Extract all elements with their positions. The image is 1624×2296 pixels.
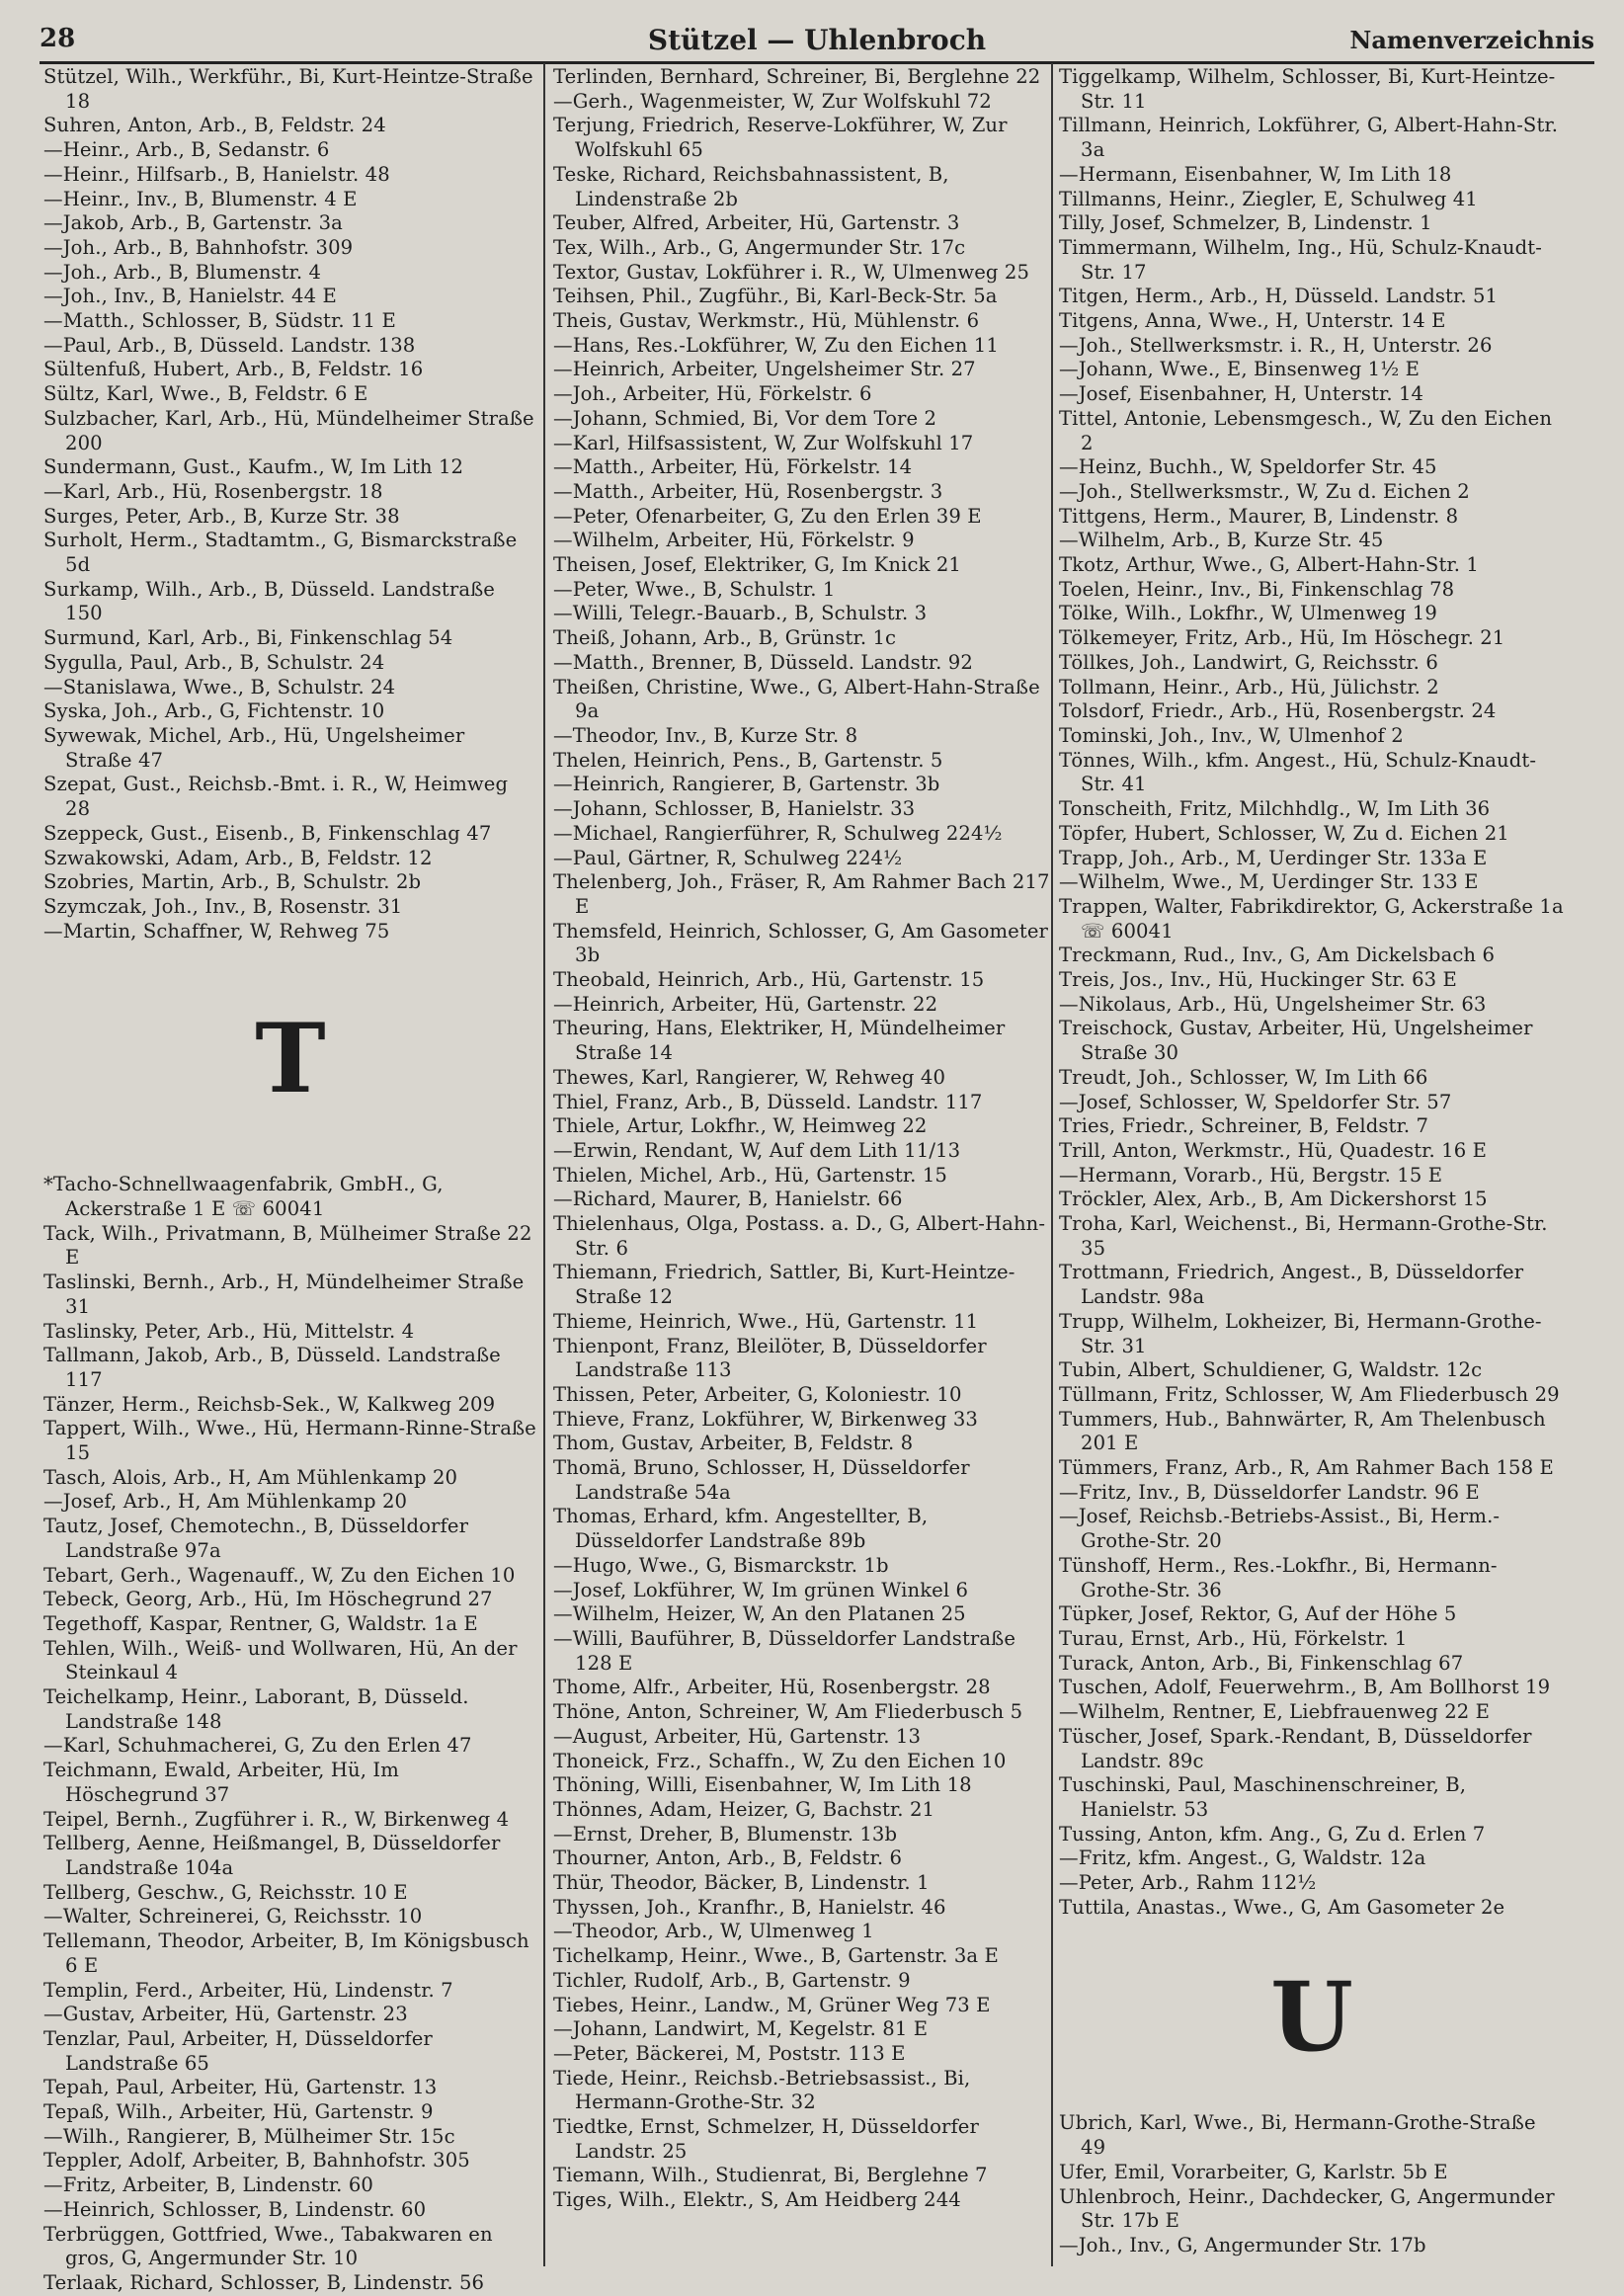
directory-entry: Tiggelkamp, Wilhelm, Schlosser, Bi, Kurt-Heintze-Str. 11 bbox=[1059, 65, 1556, 113]
directory-entry: Tillmanns, Heinr., Ziegler, E, Schulweg 41 bbox=[1059, 187, 1478, 210]
directory-entry: —Josef, Reichsb.-Betriebs-Assist., Bi, Herm.-Grothe-Str. 20 bbox=[1059, 1505, 1501, 1553]
directory-entry: Szymczak, Joh., Inv., B, Rosenstr. 31 bbox=[43, 894, 403, 918]
directory-entry: Tex, Wilh., Arb., G, Angermunder Str. 17c bbox=[553, 235, 966, 259]
column-1 bbox=[43, 65, 537, 2294]
directory-entry: Tack, Wilh., Privatmann, B, Mülheimer Straße 22 E bbox=[43, 1221, 532, 1270]
directory-entry: Uhlenbroch, Heinr., Dachdecker, G, Angermunder Str. 17b E bbox=[1059, 2184, 1555, 2233]
directory-entry: Teske, Richard, Reichsbahnassistent, B, Lindenstraße 2b bbox=[553, 162, 949, 210]
directory-entry: —Gerh., Wagenmeister, W, Zur Wolfskuhl 72 bbox=[553, 89, 992, 113]
directory-entry: Titgen, Herm., Arb., H, Düsseld. Landstr. 51 bbox=[1059, 285, 1499, 308]
directory-entry: —Joh., Inv., B, Hanielstr. 44 E bbox=[43, 285, 337, 308]
directory-entry: Tuschinski, Paul, Maschinenschreiner, B, Hanielstr. 53 bbox=[1059, 1773, 1467, 1821]
directory-entry: —Fritz, kfm. Angest., G, Waldstr. 12a bbox=[1059, 1846, 1426, 1870]
directory-entry: Tebart, Gerh., Wagenauff., W, Zu den Eichen 10 bbox=[43, 1563, 516, 1587]
directory-entry: —Theodor, Inv., B, Kurze Str. 8 bbox=[553, 723, 858, 747]
directory-entry: Thielen, Michel, Arb., Hü, Gartenstr. 15 bbox=[553, 1163, 947, 1187]
directory-entry: Thissen, Peter, Arbeiter, G, Koloniestr. 10 bbox=[553, 1382, 962, 1406]
directory-entry: Tasch, Alois, Arb., H, Am Mühlenkamp 20 bbox=[43, 1465, 458, 1489]
directory-entry: Theobald, Heinrich, Arb., Hü, Gartenstr. 15 bbox=[553, 968, 985, 992]
directory-entry: Tuschen, Adolf, Feuerwehrm., B, Am Bollhorst 19 bbox=[1059, 1676, 1551, 1699]
directory-entry: Terbrüggen, Gottfried, Wwe., Tabakwaren en gros, G, Angermunder Str. 10 bbox=[43, 2222, 493, 2270]
directory-entry: —Richard, Maurer, B, Hanielstr. 66 bbox=[553, 1188, 903, 1211]
directory-entry: Szepat, Gust., Reichsb.-Bmt. i. R., W, Heimweg 28 bbox=[43, 773, 509, 821]
directory-entry: —Wilhelm, Heizer, W, An den Platanen 25 bbox=[553, 1602, 966, 1626]
directory-entry: —Josef, Eisenbahner, H, Unterstr. 14 bbox=[1059, 382, 1424, 406]
column-2 bbox=[553, 65, 1057, 2263]
directory-entry: —Theodor, Arb., W, Ulmenweg 1 bbox=[553, 1920, 874, 1943]
directory-entry: Trill, Anton, Werkmstr., Hü, Quadestr. 16 E bbox=[1059, 1138, 1488, 1162]
directory-entry: Turau, Ernst, Arb., Hü, Förkelstr. 1 bbox=[1059, 1627, 1408, 1650]
directory-entry: —Hermann, Vorarb., Hü, Bergstr. 15 E bbox=[1059, 1163, 1443, 1187]
directory-entry: Tebeck, Georg, Arb., Hü, Im Höschegrund 27 bbox=[43, 1588, 493, 1611]
directory-entry: Surkamp, Wilh., Arb., B, Düsseld. Landstraße 150 bbox=[43, 577, 495, 625]
directory-entry: Tänzer, Herm., Reichsb-Sek., W, Kalkweg 209 bbox=[43, 1392, 496, 1416]
directory-entry: Tiebes, Heinr., Landw., M, Grüner Weg 73 E bbox=[553, 1993, 991, 2016]
directory-entry: Tittel, Antonie, Lebensmgesch., W, Zu den Eichen 2 bbox=[1059, 406, 1553, 454]
directory-entry: —Wilhelm, Arbeiter, Hü, Förkelstr. 9 bbox=[553, 529, 915, 552]
directory-entry: Thiele, Artur, Lokfhr., W, Heimweg 22 bbox=[553, 1114, 928, 1138]
directory-entry: Tussing, Anton, kfm. Ang., G, Zu d. Erlen 7 bbox=[1059, 1822, 1486, 1845]
directory-entry: Textor, Gustav, Lokführer i. R., W, Ulmenweg 25 bbox=[553, 260, 1030, 284]
directory-entry: Thönnes, Adam, Heizer, G, Bachstr. 21 bbox=[553, 1797, 935, 1821]
section-letter: T bbox=[255, 1003, 326, 1115]
directory-entry: Trappen, Walter, Fabrikdirektor, G, Ackerstraße 1a ☏ 60041 bbox=[1059, 894, 1564, 943]
directory-entry: Trapp, Joh., Arb., M, Uerdinger Str. 133a E bbox=[1059, 846, 1488, 869]
directory-entry: Surholt, Herm., Stadtamtm., G, Bismarckstraße 5d bbox=[43, 529, 518, 577]
directory-entry: Themsfeld, Heinrich, Schlosser, G, Am Gasometer 3b bbox=[553, 919, 1049, 967]
directory-entry: Theiß, Johann, Arb., B, Grünstr. 1c bbox=[553, 626, 897, 650]
directory-entry: Thomä, Bruno, Schlosser, H, Düsseldorfer Landstraße 54a bbox=[553, 1456, 970, 1504]
directory-entry: —Johann, Schlosser, B, Hanielstr. 33 bbox=[553, 797, 916, 821]
directory-entry: Tiedtke, Ernst, Schmelzer, H, Düsseldorfer Landstr. 25 bbox=[553, 2115, 979, 2163]
directory-entry: Tölke, Wilh., Lokfhr., W, Ulmenweg 19 bbox=[1059, 602, 1437, 625]
directory-entry: Töpfer, Hubert, Schlosser, W, Zu d. Eichen 21 bbox=[1059, 821, 1509, 845]
directory-entry: Teichmann, Ewald, Arbeiter, Hü, Im Höschegrund 37 bbox=[43, 1759, 399, 1806]
directory-entry: —Heinrich, Schlosser, B, Lindenstr. 60 bbox=[43, 2197, 427, 2221]
directory-entry: Thieme, Heinrich, Wwe., Hü, Gartenstr. 11 bbox=[553, 1309, 979, 1333]
directory-entry: Thelen, Heinrich, Pens., B, Gartenstr. 5 bbox=[553, 748, 943, 772]
directory-entry: Taslinski, Bernh., Arb., H, Mündelheimer Straße 31 bbox=[43, 1271, 525, 1318]
directory-entry: Szobries, Martin, Arb., B, Schulstr. 2b bbox=[43, 870, 422, 894]
directory-entry: —Erwin, Rendant, W, Auf dem Lith 11/13 bbox=[553, 1138, 961, 1162]
directory-entry: Ubrich, Karl, Wwe., Bi, Hermann-Grothe-Straße 49 bbox=[1059, 2111, 1536, 2160]
directory-entry: Thiel, Franz, Arb., B, Düsseld. Landstr. 117 bbox=[553, 1090, 983, 1113]
directory-entry: —Heinr., Arb., B, Sedanstr. 6 bbox=[43, 138, 330, 162]
directory-entry: —Karl, Schuhmacherei, G, Zu den Erlen 47 bbox=[43, 1734, 472, 1758]
directory-entry: —Heinz, Buchh., W, Speldorfer Str. 45 bbox=[1059, 455, 1437, 479]
directory-entry: —Wilhelm, Arb., B, Kurze Str. 45 bbox=[1059, 529, 1384, 552]
directory-entry: —Wilh., Rangierer, B, Mülheimer Str. 15c bbox=[43, 2124, 455, 2148]
directory-entry: Tollmann, Heinr., Arb., Hü, Jülichstr. 2 bbox=[1059, 675, 1439, 698]
directory-entry: —Michael, Rangierführer, R, Schulweg 224½ bbox=[553, 821, 1003, 845]
directory-entry: Thiemann, Friedrich, Sattler, Bi, Kurt-Heintze-Straße 12 bbox=[553, 1261, 1015, 1309]
directory-entry: Theuring, Hans, Elektriker, H, Mündelheimer Straße 14 bbox=[553, 1017, 1006, 1065]
directory-entry: Thöning, Willi, Eisenbahner, W, Im Lith 18 bbox=[553, 1773, 972, 1797]
directory-entry: —Heinrich, Arbeiter, Ungelsheimer Str. 27 bbox=[553, 358, 976, 381]
directory-entry: Tellemann, Theodor, Arbeiter, B, Im Königsbusch 6 E bbox=[43, 1929, 529, 1977]
directory-entry: Treckmann, Rud., Inv., G, Am Dickelsbach 6 bbox=[1059, 943, 1496, 967]
directory-entry: Tittgens, Herm., Maurer, B, Lindenstr. 8 bbox=[1059, 504, 1459, 528]
directory-entry: —Willi, Bauführer, B, Düsseldorfer Landstraße 128 E bbox=[553, 1627, 1016, 1675]
directory-entry: Tiges, Wilh., Elektr., S, Am Heidberg 244 bbox=[553, 2188, 961, 2212]
directory-entry: —August, Arbeiter, Hü, Gartenstr. 13 bbox=[553, 1724, 922, 1748]
directory-entry: Sygulla, Paul, Arb., B, Schulstr. 24 bbox=[43, 650, 385, 674]
directory-entry: Thomas, Erhard, kfm. Angestellter, B, Düsseldorfer Landstraße 89b bbox=[553, 1505, 929, 1553]
directory-entry: Tilly, Josef, Schmelzer, B, Lindenstr. 1 bbox=[1059, 211, 1432, 235]
directory-entry: Tepah, Paul, Arbeiter, Hü, Gartenstr. 13 bbox=[43, 2076, 438, 2099]
directory-entry: —Paul, Arb., B, Düsseld. Landstr. 138 bbox=[43, 333, 416, 357]
directory-entry: —Hugo, Wwe., G, Bismarckstr. 1b bbox=[553, 1553, 889, 1577]
directory-entry: Tonscheith, Fritz, Milchhdlg., W, Im Lith 36 bbox=[1059, 797, 1491, 821]
directory-entry: —Heinrich, Arbeiter, Hü, Gartenstr. 22 bbox=[553, 992, 938, 1016]
directory-entry: Tummers, Hub., Bahnwärter, R, Am Thelenbusch 201 E bbox=[1059, 1407, 1546, 1455]
directory-entry: Thienpont, Franz, Bleilöter, B, Düsseldorfer Landstraße 113 bbox=[553, 1334, 987, 1382]
directory-entry: —Joh., Arb., B, Blumenstr. 4 bbox=[43, 260, 322, 284]
directory-entry: Terjung, Friedrich, Reserve-Lokführer, W, Zur Wolfskuhl 65 bbox=[553, 114, 1008, 162]
running-title: Stützel — Uhlenbroch bbox=[647, 24, 987, 56]
column-3 bbox=[1059, 65, 1565, 2263]
directory-entry: Sundermann, Gust., Kaufm., W, Im Lith 12 bbox=[43, 455, 464, 479]
page-number: 28 bbox=[40, 24, 76, 53]
directory-entry: Tolsdorf, Friedr., Arb., Hü, Rosenbergstr. 24 bbox=[1059, 699, 1497, 723]
directory-entry: —Hans, Res.-Lokführer, W, Zu den Eichen 11 bbox=[553, 333, 999, 357]
directory-entry: Thoneick, Frz., Schaffn., W, Zu den Eichen 10 bbox=[553, 1749, 1007, 1772]
directory-entry: —Matth., Schlosser, B, Südstr. 11 E bbox=[43, 309, 396, 333]
directory-entry: Thyssen, Joh., Kranfhr., B, Hanielstr. 46 bbox=[553, 1895, 946, 1919]
directory-entry: Treudt, Joh., Schlosser, W, Im Lith 66 bbox=[1059, 1065, 1428, 1089]
directory-entry: Suhren, Anton, Arb., B, Feldstr. 24 bbox=[43, 114, 386, 137]
directory-entry: Syska, Joh., Arb., G, Fichtenstr. 10 bbox=[43, 699, 385, 723]
directory-entry: Turack, Anton, Arb., Bi, Finkenschlag 67 bbox=[1059, 1651, 1464, 1675]
directory-entry: —Karl, Hilfsassistent, W, Zur Wolfskuhl 17 bbox=[553, 431, 974, 454]
directory-entry: Tuttila, Anastas., Wwe., G, Am Gasometer 2e bbox=[1059, 1895, 1505, 1919]
directory-entry: Tominski, Joh., Inv., W, Ulmenhof 2 bbox=[1059, 723, 1404, 747]
directory-entry: —Fritz, Inv., B, Düsseldorfer Landstr. 96 E bbox=[1059, 1480, 1480, 1504]
directory-entry: —Josef, Lokführer, W, Im grünen Winkel 6 bbox=[553, 1578, 969, 1601]
directory-entry: Thome, Alfr., Arbeiter, Hü, Rosenbergstr. 28 bbox=[553, 1676, 991, 1699]
directory-entry: *Tacho-Schnellwaagenfabrik, GmbH., G, Ackerstraße 1 E ☏ 60041 bbox=[43, 1173, 444, 1221]
directory-entry: Tünshoff, Herm., Res.-Lokfhr., Bi, Hermann-Grothe-Str. 36 bbox=[1059, 1553, 1498, 1601]
directory-entry: —Nikolaus, Arb., Hü, Ungelsheimer Str. 63 bbox=[1059, 992, 1487, 1016]
directory-entry: Troha, Karl, Weichenst., Bi, Hermann-Grothe-Str. 35 bbox=[1059, 1212, 1548, 1260]
directory-entry: Tenzlar, Paul, Arbeiter, H, Düsseldorfer Landstraße 65 bbox=[43, 2026, 433, 2075]
directory-entry: Tellberg, Geschw., G, Reichsstr. 10 E bbox=[43, 1880, 408, 1904]
directory-entry: —Walter, Schreinerei, G, Reichsstr. 10 bbox=[43, 1905, 423, 1928]
directory-entry: —Peter, Arb., Rahm 112½ bbox=[1059, 1871, 1317, 1895]
directory-entry: —Josef, Schlosser, W, Speldorfer Str. 57 bbox=[1059, 1090, 1452, 1113]
directory-entry: —Joh., Stellwerksmstr. i. R., H, Unterstr. 26 bbox=[1059, 333, 1493, 357]
directory-entry: Taslinsky, Peter, Arb., Hü, Mittelstr. 4 bbox=[43, 1319, 415, 1343]
directory-entry: Thom, Gustav, Arbeiter, B, Feldstr. 8 bbox=[553, 1432, 914, 1455]
directory-entry: Treischock, Gustav, Arbeiter, Hü, Ungelsheimer Straße 30 bbox=[1059, 1017, 1533, 1065]
directory-entry: Timmermann, Wilhelm, Ing., Hü, Schulz-Knaudt-Str. 17 bbox=[1059, 235, 1542, 284]
directory-entry: —Wilhelm, Wwe., M, Uerdinger Str. 133 E bbox=[1059, 870, 1479, 894]
directory-entry: Thielenhaus, Olga, Postass. a. D., G, Albert-Hahn-Str. 6 bbox=[553, 1212, 1046, 1260]
directory-entry: Trupp, Wilhelm, Lokheizer, Bi, Hermann-Grothe-Str. 31 bbox=[1059, 1309, 1542, 1357]
column-divider bbox=[543, 63, 545, 2266]
directory-entry: —Willi, Telegr.-Bauarb., B, Schulstr. 3 bbox=[553, 602, 928, 625]
directory-entry: —Karl, Arb., Hü, Rosenbergstr. 18 bbox=[43, 479, 383, 503]
directory-entry: —Fritz, Arbeiter, B, Lindenstr. 60 bbox=[43, 2173, 373, 2197]
directory-entry: Töllkes, Joh., Landwirt, G, Reichsstr. 6 bbox=[1059, 650, 1438, 674]
directory-entry: —Jakob, Arb., B, Gartenstr. 3a bbox=[43, 211, 343, 235]
directory-entry: Treis, Jos., Inv., Hü, Huckinger Str. 63 E bbox=[1059, 968, 1457, 992]
directory-entry: —Peter, Wwe., B, Schulstr. 1 bbox=[553, 577, 836, 601]
directory-entry: Tönnes, Wilh., kfm. Angest., Hü, Schulz-Knaudt-Str. 41 bbox=[1059, 748, 1537, 796]
section-letter: U bbox=[1270, 1961, 1353, 2074]
directory-entry: Tümmers, Franz, Arb., R, Am Rahmer Bach 158 E bbox=[1059, 1456, 1554, 1480]
directory-entry: Titgens, Anna, Wwe., H, Unterstr. 14 E bbox=[1059, 309, 1446, 333]
directory-entry: Szwakowski, Adam, Arb., B, Feldstr. 12 bbox=[43, 846, 433, 869]
directory-entry: Tries, Friedr., Schreiner, B, Feldstr. 7 bbox=[1059, 1114, 1429, 1138]
directory-entry: Tellberg, Aenne, Heißmangel, B, Düsseldorfer Landstraße 104a bbox=[43, 1832, 501, 1879]
directory-entry: Sulzbacher, Karl, Arb., Hü, Mündelheimer Straße 200 bbox=[43, 406, 534, 454]
directory-entry: Terlinden, Bernhard, Schreiner, Bi, Berglehne 22 bbox=[553, 65, 1041, 88]
directory-entry: Thieve, Franz, Lokführer, W, Birkenweg 33 bbox=[553, 1407, 978, 1431]
directory-entry: —Matth., Brenner, B, Düsseld. Landstr. 92 bbox=[553, 650, 973, 674]
directory-entry: —Hermann, Eisenbahner, W, Im Lith 18 bbox=[1059, 162, 1452, 186]
directory-entry: Tichler, Rudolf, Arb., B, Gartenstr. 9 bbox=[553, 1968, 911, 1992]
directory-entry: —Joh., Inv., G, Angermunder Str. 17b bbox=[1059, 2233, 1426, 2256]
directory-entry: —Heinrich, Rangierer, B, Gartenstr. 3b bbox=[553, 773, 940, 796]
directory-entry: Trottmann, Friedrich, Angest., B, Düsseldorfer Landstr. 98a bbox=[1059, 1261, 1524, 1309]
directory-entry: Theisen, Josef, Elektriker, G, Im Knick 21 bbox=[553, 553, 961, 577]
directory-entry: Teichelkamp, Heinr., Laborant, B, Düsseld. Landstraße 148 bbox=[43, 1685, 469, 1733]
directory-entry: Tkotz, Arthur, Wwe., G, Albert-Hahn-Str. 1 bbox=[1059, 553, 1479, 577]
directory-entry: Tiemann, Wilh., Studienrat, Bi, Berglehne 7 bbox=[553, 2164, 988, 2187]
directory-entry: Thourner, Anton, Arb., B, Feldstr. 6 bbox=[553, 1846, 903, 1870]
directory-entry: —Joh., Arb., B, Bahnhofstr. 309 bbox=[43, 235, 354, 259]
directory-entry: Teppler, Adolf, Arbeiter, B, Bahnhofstr. 305 bbox=[43, 2149, 470, 2173]
directory-entry: Theißen, Christine, Wwe., G, Albert-Hahn-Straße 9a bbox=[553, 675, 1040, 723]
directory-entry: —Joh., Arbeiter, Hü, Förkelstr. 6 bbox=[553, 382, 872, 406]
directory-entry: —Martin, Schaffner, W, Rehweg 75 bbox=[43, 919, 390, 943]
directory-entry: —Heinr., Hilfsarb., B, Hanielstr. 48 bbox=[43, 162, 390, 186]
directory-entry: Surges, Peter, Arb., B, Kurze Str. 38 bbox=[43, 504, 400, 528]
directory-entry: Teihsen, Phil., Zugführ., Bi, Karl-Beck-Str. 5a bbox=[553, 285, 998, 308]
directory-entry: Teuber, Alfred, Arbeiter, Hü, Gartenstr. 3 bbox=[553, 211, 960, 235]
directory-entry: Tillmann, Heinrich, Lokführer, G, Albert-Hahn-Str. 3a bbox=[1059, 114, 1559, 162]
directory-entry: —Joh., Stellwerksmstr., W, Zu d. Eichen 2 bbox=[1059, 479, 1470, 503]
directory-entry: Sywewak, Michel, Arb., Hü, Ungelsheimer Straße 47 bbox=[43, 723, 465, 772]
directory-entry: —Ernst, Dreher, B, Blumenstr. 13b bbox=[553, 1822, 898, 1845]
directory-entry: —Johann, Schmied, Bi, Vor dem Tore 2 bbox=[553, 406, 937, 430]
directory-entry: Tappert, Wilh., Wwe., Hü, Hermann-Rinne-Straße 15 bbox=[43, 1417, 536, 1465]
directory-entry: Ufer, Emil, Vorarbeiter, G, Karlstr. 5b E bbox=[1059, 2160, 1448, 2183]
directory-entry: Tüpker, Josef, Rektor, G, Auf der Höhe 5 bbox=[1059, 1602, 1457, 1626]
directory-entry: Teipel, Bernh., Zugführer i. R., W, Birkenweg 4 bbox=[43, 1807, 510, 1831]
directory-entry: —Heinr., Inv., B, Blumenstr. 4 E bbox=[43, 187, 358, 210]
directory-entry: —Gustav, Arbeiter, Hü, Gartenstr. 23 bbox=[43, 2003, 408, 2026]
directory-entry: Thewes, Karl, Rangierer, W, Rehweg 40 bbox=[553, 1065, 946, 1089]
directory-entry: Tölkemeyer, Fritz, Arb., Hü, Im Höschegr. 21 bbox=[1059, 626, 1505, 650]
directory-entry: Tröckler, Alex, Arb., B, Am Dickershorst 15 bbox=[1059, 1188, 1488, 1211]
directory-entry: Stützel, Wilh., Werkführ., Bi, Kurt-Heintze-Straße 18 bbox=[43, 65, 533, 113]
directory-entry: —Josef, Arb., H, Am Mühlenkamp 20 bbox=[43, 1490, 408, 1514]
section-title: Namenverzeichnis bbox=[1349, 26, 1594, 54]
directory-entry: —Peter, Bäckerei, M, Poststr. 113 E bbox=[553, 2041, 906, 2065]
directory-entry: —Paul, Gärtner, R, Schulweg 224½ bbox=[553, 846, 903, 869]
directory-entry: Tepaß, Wilh., Arbeiter, Hü, Gartenstr. 9 bbox=[43, 2100, 434, 2124]
directory-entry: Szeppeck, Gust., Eisenb., B, Finkenschlag 47 bbox=[43, 821, 492, 845]
directory-entry: —Johann, Landwirt, M, Kegelstr. 81 E bbox=[553, 2017, 929, 2041]
page-header bbox=[40, 22, 1594, 64]
directory-entry: Thür, Theodor, Bäcker, B, Lindenstr. 1 bbox=[553, 1871, 930, 1895]
directory-entry: Theis, Gustav, Werkmstr., Hü, Mühlenstr. 6 bbox=[553, 309, 980, 333]
directory-entry: Toelen, Heinr., Inv., Bi, Finkenschlag 78 bbox=[1059, 577, 1455, 601]
directory-entry: Sültz, Karl, Wwe., B, Feldstr. 6 E bbox=[43, 382, 368, 406]
directory-entry: Tehlen, Wilh., Weiß- und Wollwaren, Hü, An der Steinkaul 4 bbox=[43, 1636, 518, 1684]
directory-entry: Tüscher, Josef, Spark.-Rendant, B, Düsseldorfer Landstr. 89c bbox=[1059, 1724, 1532, 1772]
directory-entry: —Peter, Ofenarbeiter, G, Zu den Erlen 39 E bbox=[553, 504, 982, 528]
directory-entry: Terlaak, Richard, Schlosser, B, Lindenstr. 56 bbox=[43, 2270, 485, 2294]
directory-entry: Tallmann, Jakob, Arb., B, Düsseld. Landstraße 117 bbox=[43, 1344, 501, 1391]
directory-entry: Thelenberg, Joh., Fräser, R, Am Rahmer Bach 217 E bbox=[553, 870, 1050, 918]
directory-entry: —Stanislawa, Wwe., B, Schulstr. 24 bbox=[43, 675, 396, 698]
directory-entry: Tiede, Heinr., Reichsb.-Betriebsassist., Bi, Hermann-Grothe-Str. 32 bbox=[553, 2066, 971, 2114]
directory-entry: —Wilhelm, Rentner, E, Liebfrauenweg 22 E bbox=[1059, 1700, 1491, 1724]
directory-entry: Tüllmann, Fritz, Schlosser, W, Am Fliederbusch 29 bbox=[1059, 1382, 1560, 1406]
directory-entry: Templin, Ferd., Arbeiter, Hü, Lindenstr. 7 bbox=[43, 1978, 453, 2002]
directory-entry: Thöne, Anton, Schreiner, W, Am Fliederbusch 5 bbox=[553, 1700, 1023, 1724]
directory-entry: Surmund, Karl, Arb., Bi, Finkenschlag 54 bbox=[43, 626, 453, 650]
directory-entry: Tubin, Albert, Schuldiener, G, Waldstr. 12c bbox=[1059, 1358, 1483, 1382]
directory-entry: —Matth., Arbeiter, Hü, Förkelstr. 14 bbox=[553, 455, 913, 479]
directory-entry: —Matth., Arbeiter, Hü, Rosenbergstr. 3 bbox=[553, 479, 943, 503]
directory-entry: —Johann, Wwe., E, Binsenweg 1½ E bbox=[1059, 358, 1421, 381]
directory-entry: Tautz, Josef, Chemotechn., B, Düsseldorfer Landstraße 97a bbox=[43, 1515, 469, 1562]
directory-entry: Sültenfuß, Hubert, Arb., B, Feldstr. 16 bbox=[43, 358, 424, 381]
directory-entry: Tegethoff, Kaspar, Rentner, G, Waldstr. 1a E bbox=[43, 1611, 478, 1635]
directory-entry: Tichelkamp, Heinr., Wwe., B, Gartenstr. 3a E bbox=[553, 1944, 999, 1968]
